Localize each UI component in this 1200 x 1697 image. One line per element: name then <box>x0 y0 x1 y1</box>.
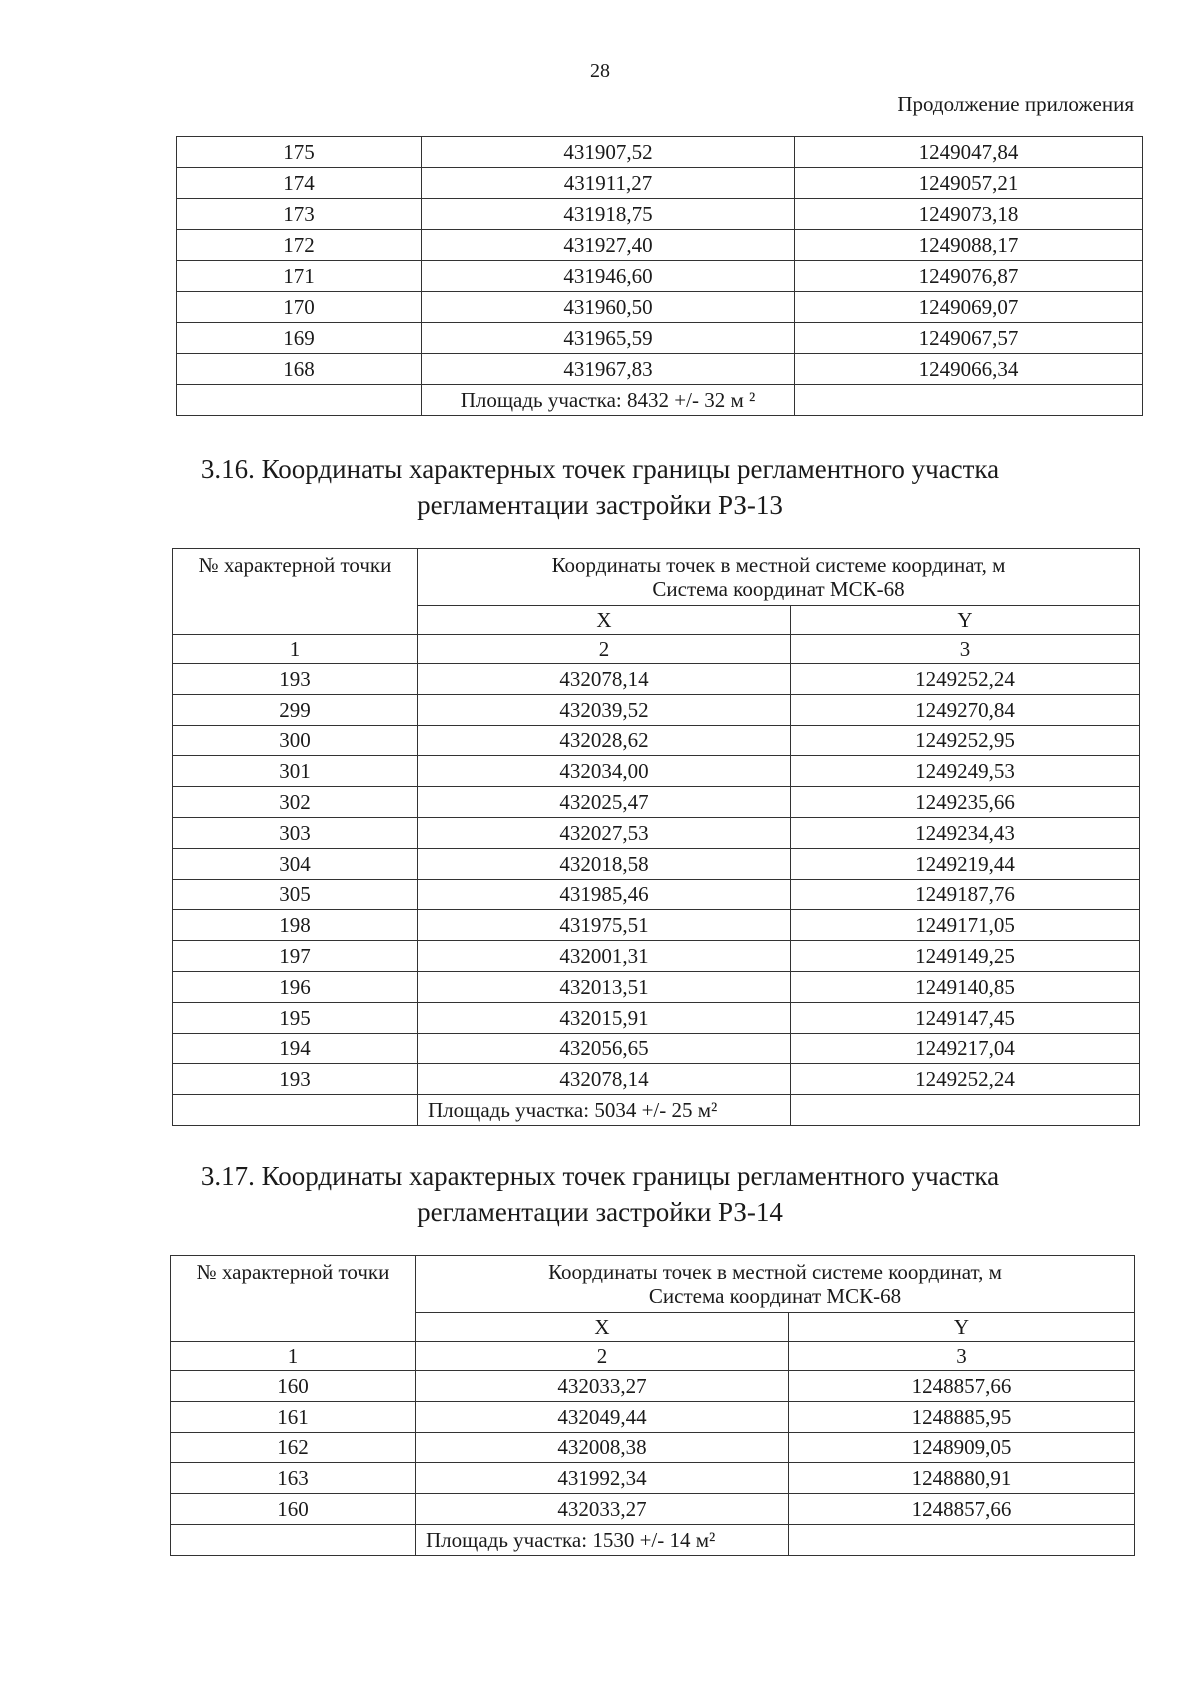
point-number-cell: 170 <box>177 292 422 323</box>
y-coordinate-cell: 1249047,84 <box>795 137 1143 168</box>
x-coordinate-cell: 432039,52 <box>418 694 791 725</box>
x-coordinate-cell: 432056,65 <box>418 1033 791 1064</box>
y-coordinate-cell: 1248885,95 <box>789 1401 1135 1432</box>
x-coordinate-cell: 432049,44 <box>416 1401 789 1432</box>
y-coordinate-cell: 1248857,66 <box>789 1494 1135 1525</box>
header-coordinates-line: Координаты точек в местной системе координат, м <box>551 552 1006 577</box>
point-number-cell: 163 <box>171 1463 416 1494</box>
y-coordinate-cell: 1249252,24 <box>791 1064 1140 1095</box>
point-number-cell: 174 <box>177 168 422 199</box>
y-coordinate-cell: 1249066,34 <box>795 354 1143 385</box>
y-coordinate-cell: 1249149,25 <box>791 941 1140 972</box>
point-number-cell: 171 <box>177 261 422 292</box>
y-coordinate-cell: 1249234,43 <box>791 817 1140 848</box>
point-number-cell: 198 <box>173 910 418 941</box>
table-row <box>171 1463 1135 1494</box>
x-coordinate-cell: 431960,50 <box>422 292 795 323</box>
table-row <box>173 664 1140 695</box>
y-coordinate-cell: 1249057,21 <box>795 168 1143 199</box>
table-row <box>171 1401 1135 1432</box>
point-number-cell: 195 <box>173 1002 418 1033</box>
y-coordinate-cell: 1249069,07 <box>795 292 1143 323</box>
header-coordinates-line: Координаты точек в местной системе координат, м <box>548 1259 1002 1284</box>
header-point-number: № характерной точки <box>173 549 418 635</box>
table-row <box>171 1371 1135 1402</box>
header-x: X <box>418 606 791 635</box>
y-coordinate-cell: 1249076,87 <box>795 261 1143 292</box>
column-number: 2 <box>416 1342 789 1371</box>
x-coordinate-cell: 432078,14 <box>418 1064 791 1095</box>
area-row <box>173 1095 1140 1126</box>
point-number-cell: 161 <box>171 1401 416 1432</box>
section-title-line: 3.17. Координаты характерных точек границы регламентного участка <box>200 1161 1000 1191</box>
y-coordinate-cell: 1249088,17 <box>795 230 1143 261</box>
column-number-row <box>173 635 1140 664</box>
table-row <box>177 137 1143 168</box>
x-coordinate-cell: 432027,53 <box>418 817 791 848</box>
area-cell: Площадь участка: 1530 +/- 14 м² <box>416 1524 789 1555</box>
area-cell: Площадь участка: 5034 +/- 25 м² <box>418 1095 791 1126</box>
point-number-cell: 193 <box>173 1064 418 1095</box>
x-coordinate-cell: 432018,58 <box>418 848 791 879</box>
x-coordinate-cell: 432001,31 <box>418 941 791 972</box>
point-number-cell: 173 <box>177 199 422 230</box>
x-coordinate-cell: 431965,59 <box>422 323 795 354</box>
x-coordinate-cell: 432013,51 <box>418 971 791 1002</box>
table-row <box>171 1432 1135 1463</box>
y-coordinate-cell: 1249235,66 <box>791 787 1140 818</box>
point-number-cell: 162 <box>171 1432 416 1463</box>
point-number-cell: 303 <box>173 817 418 848</box>
section-title-line: 3.16. Координаты характерных точек границы регламентного участка <box>200 454 1000 484</box>
table-row <box>173 1033 1140 1064</box>
header-y: Y <box>789 1313 1135 1342</box>
column-number-row <box>171 1342 1135 1371</box>
table-row <box>173 694 1140 725</box>
point-number-cell: 305 <box>173 879 418 910</box>
section-title-line: регламентации застройки РЗ-14 <box>417 1197 783 1227</box>
y-coordinate-cell: 1249219,44 <box>791 848 1140 879</box>
point-number-cell: 168 <box>177 354 422 385</box>
y-coordinate-cell: 1248880,91 <box>789 1463 1135 1494</box>
table-row <box>173 817 1140 848</box>
table-row <box>177 230 1143 261</box>
x-coordinate-cell: 432078,14 <box>418 664 791 695</box>
point-number-cell: 193 <box>173 664 418 695</box>
table-row <box>173 1064 1140 1095</box>
point-number-cell: 160 <box>171 1371 416 1402</box>
coordinates-table-continued <box>176 136 1143 416</box>
area-empty-cell <box>177 385 422 416</box>
y-coordinate-cell: 1249073,18 <box>795 199 1143 230</box>
x-coordinate-cell: 432028,62 <box>418 725 791 756</box>
column-number: 3 <box>789 1342 1135 1371</box>
point-number-cell: 197 <box>173 941 418 972</box>
table-row <box>173 1002 1140 1033</box>
area-empty-cell <box>789 1524 1135 1555</box>
table-row <box>177 261 1143 292</box>
x-coordinate-cell: 431992,34 <box>416 1463 789 1494</box>
y-coordinate-cell: 1248857,66 <box>789 1371 1135 1402</box>
table-row <box>173 910 1140 941</box>
area-empty-cell <box>795 385 1143 416</box>
area-empty-cell <box>791 1095 1140 1126</box>
area-row <box>171 1524 1135 1555</box>
column-number: 1 <box>171 1342 416 1371</box>
point-number-cell: 169 <box>177 323 422 354</box>
point-number-cell: 300 <box>173 725 418 756</box>
y-coordinate-cell: 1249270,84 <box>791 694 1140 725</box>
table-row <box>173 725 1140 756</box>
x-coordinate-cell: 432025,47 <box>418 787 791 818</box>
header-coordinates <box>418 549 1140 606</box>
header-point-number: № характерной точки <box>171 1256 416 1342</box>
header-row <box>171 1256 1135 1313</box>
x-coordinate-cell: 431911,27 <box>422 168 795 199</box>
point-number-cell: 302 <box>173 787 418 818</box>
column-number: 2 <box>418 635 791 664</box>
y-coordinate-cell: 1249171,05 <box>791 910 1140 941</box>
x-coordinate-cell: 432008,38 <box>416 1432 789 1463</box>
table-row <box>177 292 1143 323</box>
table-row <box>173 971 1140 1002</box>
x-coordinate-cell: 431918,75 <box>422 199 795 230</box>
coordinates-table-rz-13 <box>172 548 1140 1126</box>
table-row <box>173 756 1140 787</box>
point-number-cell: 175 <box>177 137 422 168</box>
table-row <box>173 941 1140 972</box>
table-row <box>177 323 1143 354</box>
section-title-line: регламентации застройки РЗ-13 <box>417 490 783 520</box>
point-number-cell: 196 <box>173 971 418 1002</box>
x-coordinate-cell: 431975,51 <box>418 910 791 941</box>
x-coordinate-cell: 431946,60 <box>422 261 795 292</box>
column-number: 1 <box>173 635 418 664</box>
table-row <box>177 354 1143 385</box>
section-title-3-17 <box>0 1158 1200 1230</box>
table-row <box>173 879 1140 910</box>
header-y: Y <box>791 606 1140 635</box>
x-coordinate-cell: 432033,27 <box>416 1494 789 1525</box>
y-coordinate-cell: 1249187,76 <box>791 879 1140 910</box>
point-number-cell: 304 <box>173 848 418 879</box>
x-coordinate-cell: 431985,46 <box>418 879 791 910</box>
area-row <box>177 385 1143 416</box>
x-coordinate-cell: 432033,27 <box>416 1371 789 1402</box>
x-coordinate-cell: 432015,91 <box>418 1002 791 1033</box>
y-coordinate-cell: 1249067,57 <box>795 323 1143 354</box>
header-coordinate-system: Система координат МСК-68 <box>648 1284 902 1308</box>
point-number-cell: 299 <box>173 694 418 725</box>
y-coordinate-cell: 1249147,45 <box>791 1002 1140 1033</box>
y-coordinate-cell: 1249252,95 <box>791 725 1140 756</box>
column-number: 3 <box>791 635 1140 664</box>
area-cell: Площадь участка: 8432 +/- 32 м ² <box>422 385 795 416</box>
header-row <box>173 549 1140 606</box>
x-coordinate-cell: 431967,83 <box>422 354 795 385</box>
header-coordinate-system: Система координат МСК-68 <box>652 577 905 601</box>
table-row <box>171 1494 1135 1525</box>
y-coordinate-cell: 1249217,04 <box>791 1033 1140 1064</box>
section-title-3-16 <box>0 451 1200 523</box>
x-coordinate-cell: 432034,00 <box>418 756 791 787</box>
table-row <box>173 787 1140 818</box>
y-coordinate-cell: 1249140,85 <box>791 971 1140 1002</box>
point-number-cell: 194 <box>173 1033 418 1064</box>
area-empty-cell <box>173 1095 418 1126</box>
header-x: X <box>416 1313 789 1342</box>
page-number: 28 <box>590 60 610 82</box>
table-row <box>177 199 1143 230</box>
y-coordinate-cell: 1249249,53 <box>791 756 1140 787</box>
point-number-cell: 160 <box>171 1494 416 1525</box>
y-coordinate-cell: 1248909,05 <box>789 1432 1135 1463</box>
table-row <box>173 848 1140 879</box>
area-empty-cell <box>171 1524 416 1555</box>
continuation-label: Продолжение приложения <box>897 92 1134 116</box>
header-coordinates <box>416 1256 1135 1313</box>
coordinates-table-rz-14 <box>170 1255 1135 1556</box>
table-row <box>177 168 1143 199</box>
point-number-cell: 301 <box>173 756 418 787</box>
x-coordinate-cell: 431907,52 <box>422 137 795 168</box>
y-coordinate-cell: 1249252,24 <box>791 664 1140 695</box>
point-number-cell: 172 <box>177 230 422 261</box>
x-coordinate-cell: 431927,40 <box>422 230 795 261</box>
